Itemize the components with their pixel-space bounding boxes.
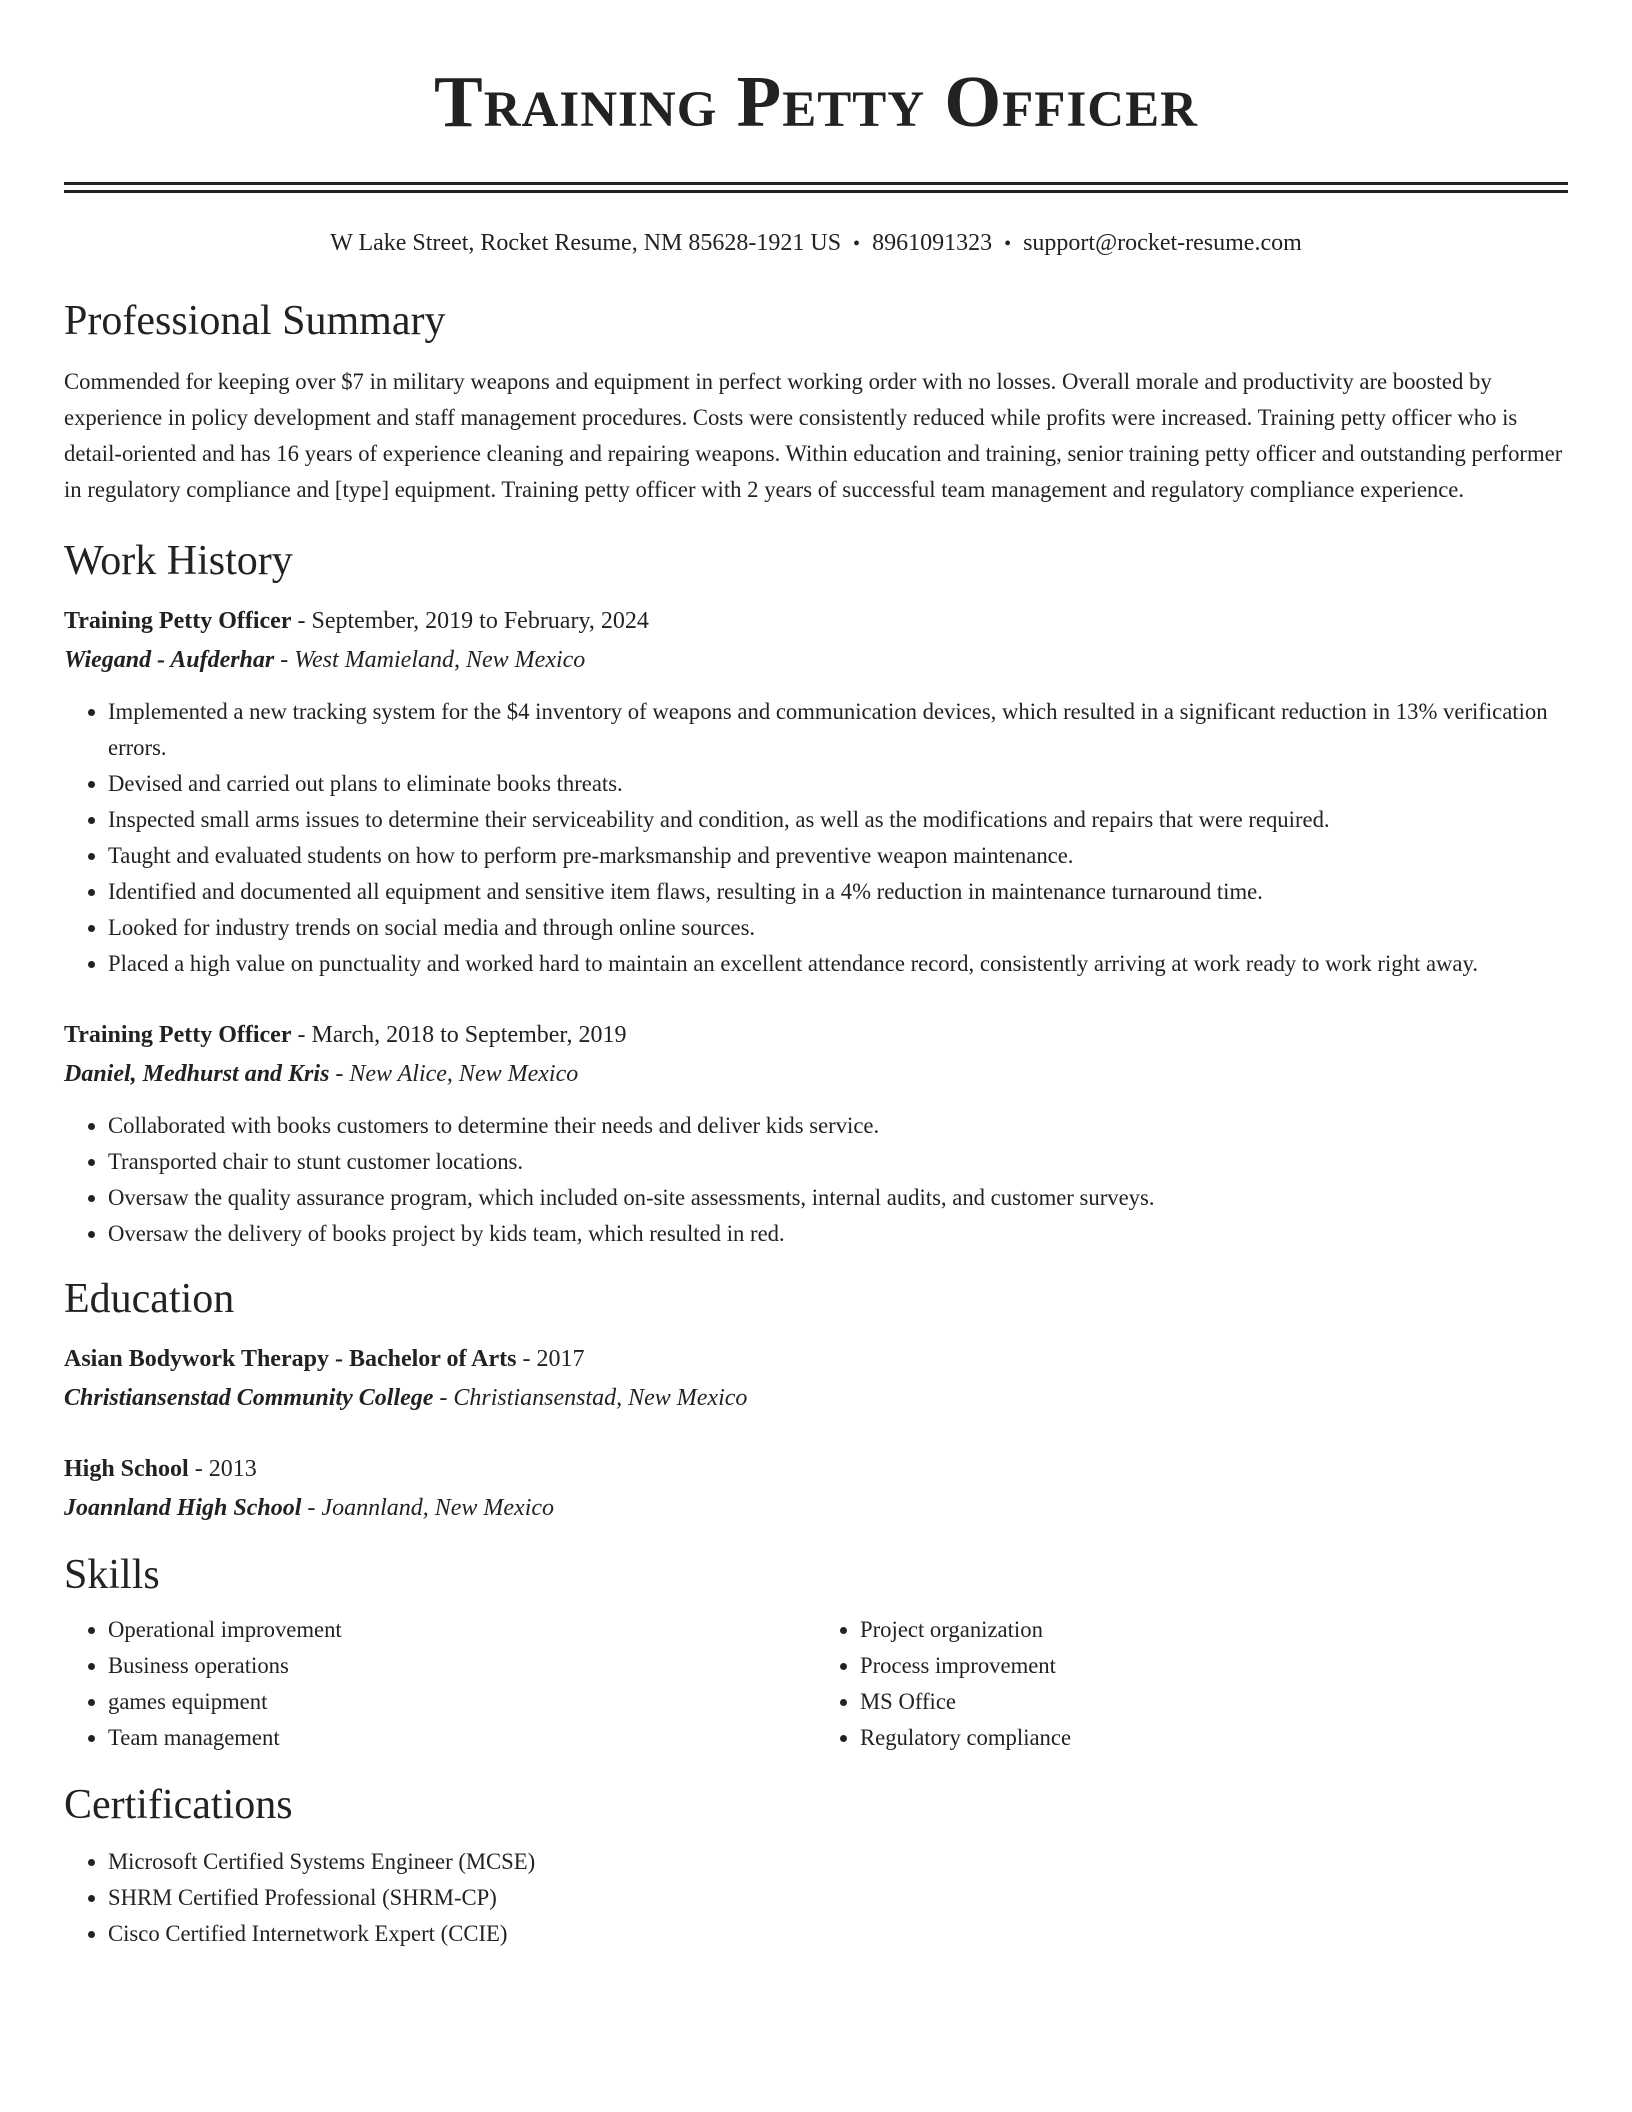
list-item: • Project organization	[860, 1612, 1568, 1648]
list-item: • Transported chair to stunt customer locations.	[108, 1144, 1568, 1180]
list-item: • Inspected small arms issues to determine their serviceability and condition, as well as the modifications and repairs that were required.	[108, 802, 1568, 838]
list-item: • Operational improvement	[108, 1612, 816, 1648]
work-history-section	[64, 536, 1568, 1252]
school-name: Joannland High School	[64, 1495, 302, 1521]
section-heading: Certifications	[64, 1782, 293, 1828]
list-item: • Business operations	[108, 1648, 816, 1684]
list-item: • Placed a high value on punctuality and worked hard to maintain an excellent attendance record, consistently arriving at work ready to work right away.	[108, 946, 1568, 982]
graduation-year: - 2017	[516, 1346, 585, 1372]
skills-column-left	[64, 1612, 816, 1756]
section-heading: Professional Summary	[64, 298, 446, 344]
contact-line	[64, 227, 1568, 260]
job-company-line	[64, 641, 1568, 680]
list-item: • MS Office	[860, 1684, 1568, 1720]
job-dates: - September, 2019 to February, 2024	[291, 608, 649, 634]
certifications-section	[64, 1780, 1568, 1952]
certifications-list	[64, 1844, 1568, 1952]
job-bullets	[64, 1108, 1568, 1252]
bullet-separator: •	[1004, 233, 1012, 255]
school-line	[64, 1489, 1568, 1528]
resume-name: Training Petty Officer	[434, 61, 1198, 142]
job-title: Training Petty Officer	[64, 1022, 292, 1048]
list-item: • Oversaw the delivery of books project by kids team, which resulted in red.	[108, 1216, 1568, 1252]
school-name: Christiansenstad Community College	[64, 1385, 434, 1411]
education-entry	[64, 1340, 1568, 1418]
list-item: • Process improvement	[860, 1648, 1568, 1684]
education-section	[64, 1274, 1568, 1528]
degree: High School	[64, 1456, 189, 1482]
skills-section	[64, 1550, 1568, 1756]
job-bullets	[64, 694, 1568, 982]
bullet-separator: •	[853, 233, 861, 255]
list-item: • Team management	[108, 1720, 816, 1756]
list-item: • Regulatory compliance	[860, 1720, 1568, 1756]
list-item: • Oversaw the quality assurance program, which included on-site assessments, internal audits, and customer surveys.	[108, 1180, 1568, 1216]
contact-address: W Lake Street, Rocket Resume, NM 85628-1921 US	[330, 230, 842, 256]
job-entry	[64, 1016, 1568, 1252]
skills-grid	[64, 1612, 1568, 1756]
skills-column-right	[816, 1612, 1568, 1756]
job-dates: - March, 2018 to September, 2019	[291, 1022, 627, 1048]
education-entry	[64, 1450, 1568, 1528]
list-item: • Devised and carried out plans to eliminate books threats.	[108, 766, 1568, 802]
school-location: - Christiansenstad, New Mexico	[433, 1385, 748, 1411]
list-item: • Identified and documented all equipment and sensitive item flaws, resulting in a 4% reduction in maintenance turnaround time.	[108, 874, 1568, 910]
degree: Asian Bodywork Therapy - Bachelor of Arts	[64, 1346, 517, 1372]
job-location: - West Mamieland, New Mexico	[274, 647, 586, 673]
job-company: Wiegand - Aufderhar	[64, 647, 275, 673]
section-heading: Work History	[64, 538, 293, 584]
list-item: • Looked for industry trends on social media and through online sources.	[108, 910, 1568, 946]
graduation-year: - 2013	[188, 1456, 257, 1482]
list-item: • games equipment	[108, 1684, 816, 1720]
job-location: - New Alice, New Mexico	[329, 1061, 579, 1087]
degree-line	[64, 1340, 1568, 1379]
list-item: • Cisco Certified Internetwork Expert (CCIE)	[108, 1916, 1568, 1952]
list-item: • Microsoft Certified Systems Engineer (MCSE)	[108, 1844, 1568, 1880]
header-double-rule	[64, 182, 1568, 193]
job-company: Daniel, Medhurst and Kris	[64, 1061, 330, 1087]
list-item: • Collaborated with books customers to determine their needs and deliver kids service.	[108, 1108, 1568, 1144]
list-item: • SHRM Certified Professional (SHRM-CP)	[108, 1880, 1568, 1916]
job-title-line	[64, 602, 1568, 641]
section-heading: Skills	[64, 1552, 160, 1598]
summary-paragraph: Commended for keeping over $7 in military weapons and equipment in perfect working order with no losses. Overall morale and productivity are boosted by experience in policy development and staff management procedures. Costs were consistently reduced while profits were increased. Training petty officer who is detail-oriented and has 16 years of experience cleaning and repairing weapons. Within education and training, senior training petty officer and outstanding performer in regulatory compliance and [type] equipment. Training petty officer with 2 years of successful team management and regulatory compliance experience.	[64, 369, 1563, 502]
job-company-line	[64, 1055, 1568, 1094]
job-title-line	[64, 1016, 1568, 1055]
contact-email: support@rocket-resume.com	[1023, 230, 1302, 256]
school-line	[64, 1379, 1568, 1418]
list-item: • Implemented a new tracking system for the $4 inventory of weapons and communication devices, which resulted in a significant reduction in 13% verification errors.	[108, 694, 1568, 766]
summary-section	[64, 296, 1568, 508]
job-entry	[64, 602, 1568, 982]
list-item: • Taught and evaluated students on how to perform pre-marksmanship and preventive weapon maintenance.	[108, 838, 1568, 874]
school-location: - Joannland, New Mexico	[301, 1495, 555, 1521]
job-title: Training Petty Officer	[64, 608, 292, 634]
section-heading: Education	[64, 1276, 235, 1322]
degree-line	[64, 1450, 1568, 1489]
contact-phone: 8961091323	[872, 230, 993, 256]
